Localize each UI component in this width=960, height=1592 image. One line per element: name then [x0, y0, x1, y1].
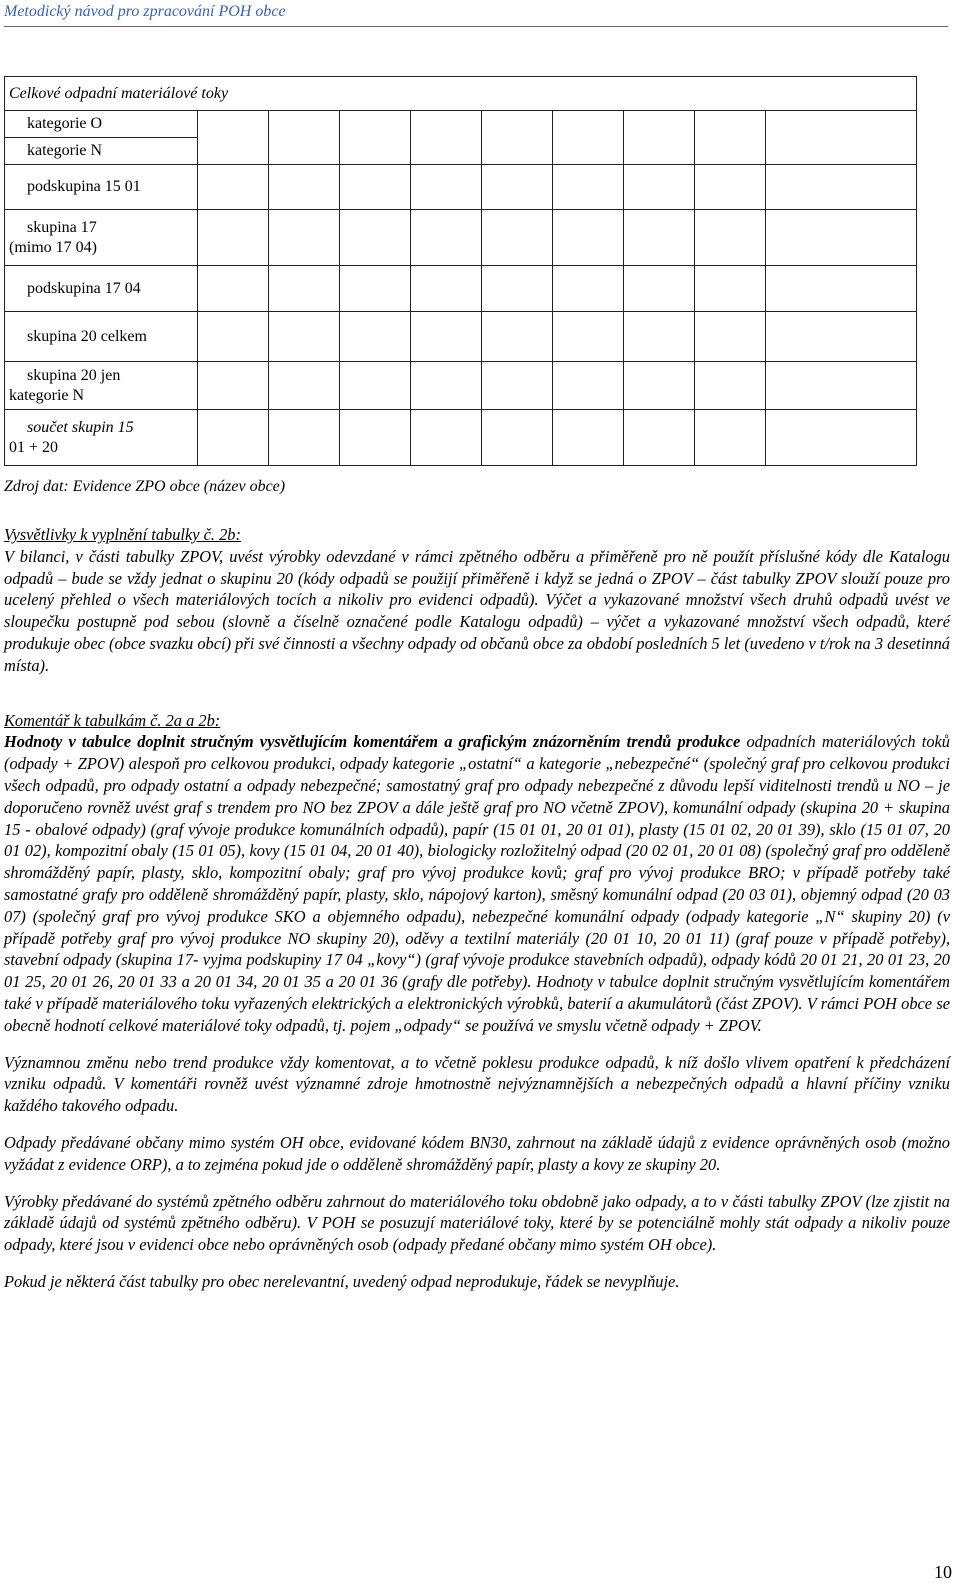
explanation-heading: Vysvětlivky k vyplnění tabulky č. 2b: [4, 525, 241, 544]
row-label: kategorie O [5, 111, 198, 138]
paragraph: Významnou změnu nebo trend produkce vždy komentovat, a to včetně poklesu produkce odpadů, k níž došlo vlivem opatření k předcházení vzniku odpadů. V komentáři rovněž uvést významné zdroje hmotnostně nejvýznamnějších a nebezpečných odpadů a hlavní příčiny vzniku každého takového odpadu. [4, 1052, 950, 1116]
row-label: skupina 20 jen kategorie N [5, 362, 198, 410]
row-label: skupina 17 (mimo 17 04) [5, 210, 198, 266]
page-number: 10 [934, 1562, 952, 1582]
header-divider [4, 26, 948, 27]
table-row [5, 266, 917, 312]
table-row [5, 312, 917, 362]
table-row [5, 210, 917, 266]
table-row [5, 410, 917, 466]
comment-paragraph [4, 731, 950, 1036]
row-label: skupina 20 celkem [5, 312, 198, 362]
table-title: Celkové odpadní materiálové toky [5, 77, 917, 111]
table-row [5, 165, 917, 210]
row-label: podskupina 17 04 [5, 266, 198, 312]
comment-lead: Hodnoty v tabulce doplnit stručným vysvětlujícím komentářem a grafickým znázorněním trendů produkce [4, 732, 741, 752]
body-text [4, 524, 950, 1308]
table-row [5, 111, 917, 138]
table-source: Zdroj dat: Evidence ZPO obce (název obce) [4, 478, 286, 495]
page-header-title: Metodický návod pro zpracování POH obce [4, 3, 286, 20]
paragraph: Odpady předávané občany mimo systém OH obce, evidované kódem BN30, zahrnout na základě údajů z evidence oprávněných osob (možno vyžádat z evidence ORP), a to zejména pokud jde o odděleně shromážděný papír, plasty a kovy ze skupiny 20. [4, 1132, 950, 1174]
material-flows-table [4, 76, 917, 466]
comment-heading: Komentář k tabulkám č. 2a a 2b: [4, 710, 221, 730]
row-label: podskupina 15 01 [5, 165, 198, 210]
paragraph: Pokud je některá část tabulky pro obec nerelevantní, uvedený odpad neprodukuje, řádek se nevyplňuje. [4, 1271, 680, 1291]
explanation-paragraph: V bilanci, v části tabulky ZPOV, uvést výrobky odevzdané v rámci zpětného odběru a přiměřeně pro ně použít příslušné kódy dle Katalogu odpadů – bude se vždy jednat o skupinu 20 (kódy odpadů se použijí přiměřeně i když se jedná o ZPOV – část tabulky ZPOV slouží pouze pro ucelený přehled o všech materiálových tocích a nikoliv pro evidenci odpadů). Výčet a vykazované množství všech druhů odpadů uvést ve sloupečku postupně pod sebou (slovně a číselně označené podle Katalogu odpadů) – výčet a vykazované množství všech odpadů, které produkuje obec (obce svazku obcí) při své činnosti a všechny odpady od občanů obce za období posledních 5 let (uvedeno v t/rok na 3 desetinná místa). [4, 546, 950, 675]
row-label: kategorie N [5, 138, 198, 165]
paragraph: Výrobky předávané do systémů zpětného odběru zahrnout do materiálového toku obdobně jako odpady, a to v části tabulky ZPOV (lze zjistit na základě údajů od systémů zpětného odběru). V POH se posuzují materiálové toky, které by se potenciálně mohly stát odpady a nikoliv pouze odpady, které jsou v evidenci obce nebo oprávněných osob (odpady předané občany mimo systém OH obce). [4, 1191, 950, 1255]
row-label: součet skupin 15 01 + 20 [5, 410, 198, 466]
comment-text: odpadních materiálových toků (odpady + ZPOV) alespoň pro celkovou produkci, odpady kategorie „ostatní“ a kategorie „nebezpečné“ (společný graf pro celkovou produkci všech odpadů, pro odpady ostatní a odpady nebezpečné; samostatný graf pro odpady nebezpečné z důvodu lepší viditelnosti trendů u NO – je doporučeno rovněž uvést graf s trendem pro NO bez ZPOV a dále ještě graf pro NO včetně ZPOV), komunální odpady (skupina 20 + skupina 15 - obalové odpady) (graf vývoje produkce komunálních odpadů), papír (15 01 01, 20 01 01), plasty (15 01 02, 20 01 39), sklo (15 01 07, 20 01 02), kompozitní obaly (15 01 05), kovy (15 01 04, 20 01 40), biologicky rozložitelný odpad (20 02 01, 20 01 08) (společný graf pro odděleně shromážděný papír, plasty, sklo, kompozitní obaly; graf pro vývoj produkce kovů; graf pro vývoj produkce BRO; v případě potřeby také samostatné grafy pro odděleně shromážděný papír, plasty, sklo, nápojový karton), směsný komunální odpad (20 03 01), objemný odpad (20 03 07) (společný graf pro vývoj produkce SKO a objemného odpadu), nebezpečné komunální odpady (odpady kategorie „N“ skupiny 20) (v případě potřeby graf pro vývoj produkce NO skupiny 20), oděvy a textilní materiály (20 01 10, 20 01 11) (graf pouze v případě potřeby), stavební odpady (skupina 17- vyjma podskupiny 17 04 „kovy“) (graf vývoje produkce stavebních odpadů), odpady kódů 20 01 21, 20 01 23, 20 01 25, 20 01 26, 20 01 33 a 20 01 34, 20 01 35 a 20 01 36 (grafy dle potřeby). Hodnoty v tabulce doplnit stručným vysvětlujícím komentářem také v případě materiálového toku vyřazených elektrických a elektronických výrobků, baterií a akumulátorů (část ZPOV). V rámci POH obce se obecně hodnotí celkové materiálové toky odpadů, tj. pojem „odpady“ se používá ve smyslu včetně odpady + ZPOV. [4, 732, 951, 1035]
table-row [5, 362, 917, 410]
